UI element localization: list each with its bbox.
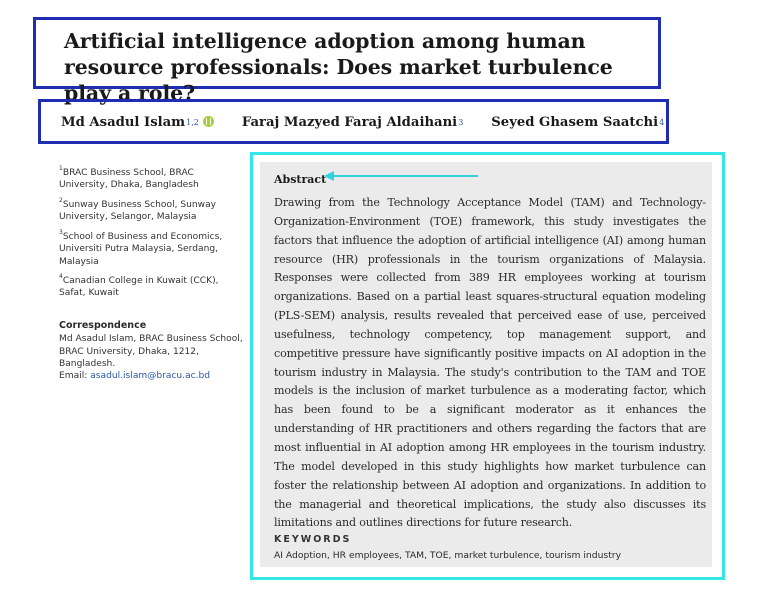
abstract-heading: Abstract [274, 173, 327, 186]
authors-highlight-box [38, 99, 669, 144]
author-2[interactable] [242, 115, 463, 130]
author-affiliation-sup: 3 [458, 117, 464, 127]
abstract-highlight-box [250, 152, 725, 580]
author-name: Faraj Mazyed Faraj Aldaihani [241, 114, 458, 130]
keywords-heading: KEYWORDS [274, 534, 352, 545]
orcid-icon[interactable] [203, 116, 214, 127]
arrow-left-icon [330, 175, 478, 177]
correspondence-heading: Correspondence [59, 319, 147, 331]
email-link[interactable]: asadul.islam@bracu.ac.bd [90, 371, 211, 382]
author-list [61, 112, 665, 132]
abstract-text: Drawing from the Technology Acceptance Model (TAM) and Technology-Organization-Environment (TOE) framework, this study investigates the factors that influence the adoption of artificial intelligence (AI) among human resource (HR) professionals in the tourism organizations of Malaysia. Responses were collected from 389 HR employees working at tourism organizations. Based on a partial least squares-structural equation modeling (PLS-SEM) analysis, results revealed that perceived ease of use, perceived usefulness, technology competency, top management support, and competitive pressure have significantly positive impacts on AI adoption in the tourism industry in Malaysia. The study's contribution to the TAM and TOE models is the inclusion of market turbulence as a moderating factor, which has been found to be a significant moderator as it enhances the understanding of HR practitioners and others regarding the factors that are most influential in AI adoption among HR employees in the tourism industry. The model developed in this study highlights how market turbulence can foster the relationship between AI adoption and organizations. In addition to the managerial and theoretical implications, the study also discusses its limitations and outlines directions for future research. [274, 196, 706, 530]
affiliations-column [59, 164, 244, 383]
author-affiliation-sup: 4 [659, 117, 665, 127]
correspondence-text: Md Asadul Islam, BRAC Business School, BRAC University, Dhaka, 1212, Bangladesh. Email: asadul.islam@bracu.ac.bd [59, 334, 243, 382]
affiliation-item: $^3$School of Business and Economics, Universiti Putra Malaysia, Serdang, Malaysia [59, 228, 223, 267]
title-highlight-box [33, 17, 661, 105]
arrow-head-icon [324, 171, 334, 181]
paper-title: Artificial intelligence adoption among human resource professionals: Does market turbulence play a role? [64, 29, 613, 105]
author-name: Md Asadul Islam [61, 114, 186, 130]
author-name: Seyed Ghasem Saatchi [491, 114, 659, 130]
author-1[interactable] [61, 115, 214, 130]
affiliation-item: $^2$Sunway Business School, Sunway University, Selangor, Malaysia [59, 196, 217, 223]
keywords-text: AI Adoption, HR employees, TAM, TOE, market turbulence, tourism industry [274, 550, 622, 561]
abstract-panel [260, 162, 712, 567]
author-affiliation-sup: 1,2 [186, 117, 199, 127]
affiliation-item: $^4$Canadian College in Kuwait (CCK), Safat, Kuwait [59, 272, 219, 299]
author-3[interactable] [491, 115, 664, 130]
affiliation-item: $^1$BRAC Business School, BRAC University, Dhaka, Bangladesh [59, 165, 199, 191]
